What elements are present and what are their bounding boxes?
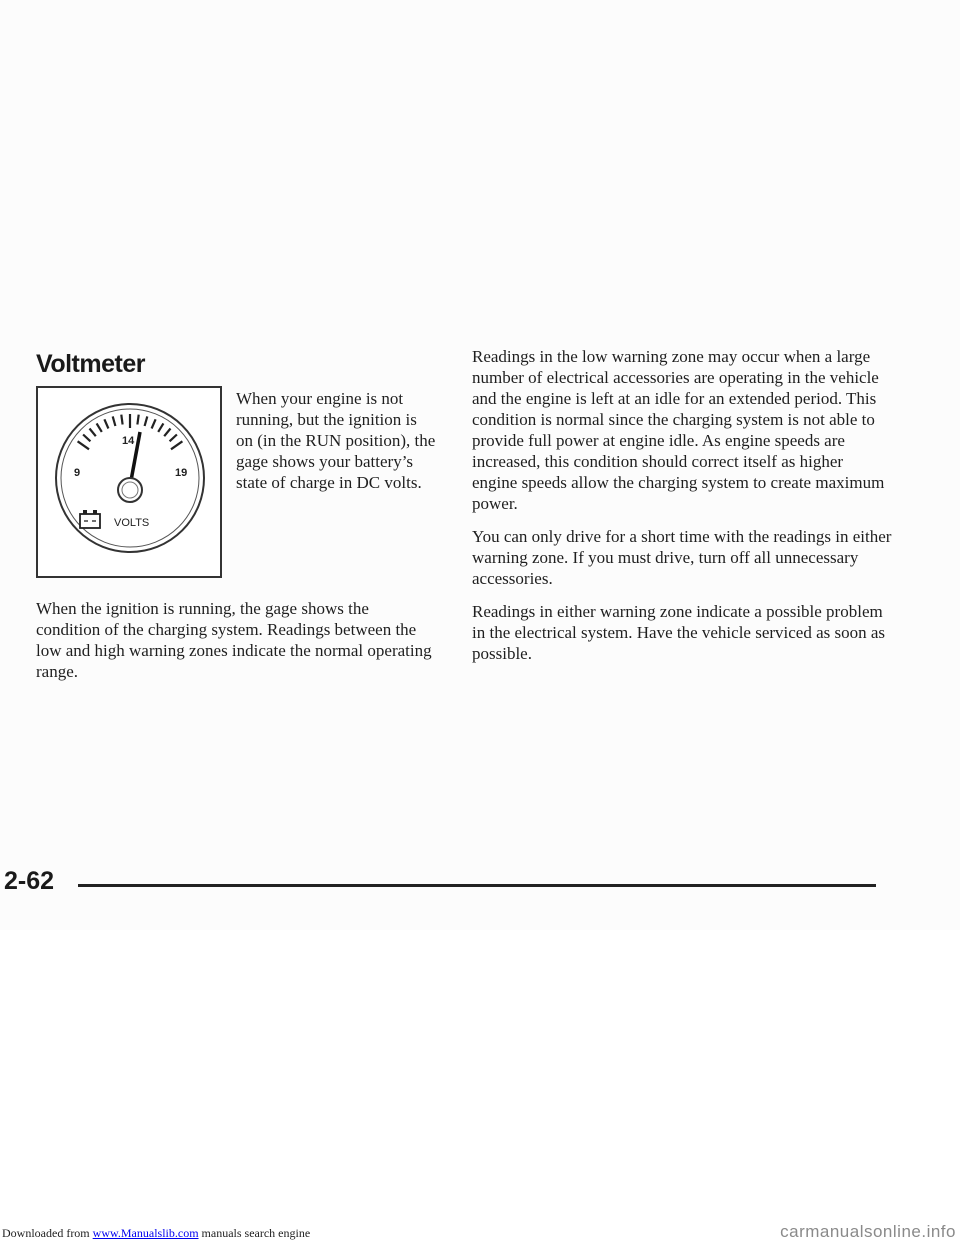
download-bar xyxy=(2,1226,310,1241)
footer-rule xyxy=(78,884,876,887)
page-number: 2-62 xyxy=(4,867,55,895)
site-watermark: carmanualsonline.info xyxy=(780,1222,956,1241)
right-paragraph-3: Readings in either warning zone indicate a possible problem in the electrical system. Have the vehicle serviced as soon as possible. xyxy=(472,602,886,663)
volts-label: VOLTS xyxy=(114,517,150,529)
right-paragraph-1: Readings in the low warning zone may occur when a large number of electrical accessories are operating in the vehicle and the engine is left at an idle for an extended period. This condition is normal since the charging system is not able to provide full power at engine idle. As engine speeds are increased, this condition should correct itself as higher engine speeds allow the charging system to create maximum power. xyxy=(472,347,885,513)
gauge-tick xyxy=(137,415,138,425)
download-suffix: manuals search engine xyxy=(198,1226,311,1240)
right-column xyxy=(472,346,892,676)
side-paragraph: When your engine is not running, but the ignition is on (in the RUN position), the gage shows your battery’s state of charge in DC volts. xyxy=(236,389,436,492)
scale-low-label: 9 xyxy=(74,467,81,479)
below-paragraph: When the ignition is running, the gage shows the condition of the charging system. Readings between the low and high warning zones indicate the normal operating range. xyxy=(36,599,432,681)
scale-high-label: 19 xyxy=(175,467,188,479)
gauge-tick xyxy=(121,415,122,425)
manualslib-link[interactable]: www.Manualslib.com xyxy=(92,1226,199,1240)
download-prefix: Downloaded from xyxy=(2,1226,93,1240)
scale-mid-label: 14 xyxy=(122,435,135,447)
voltmeter-gauge-icon xyxy=(44,394,216,570)
voltmeter-figure xyxy=(36,386,222,578)
section-title: Voltmeter xyxy=(36,350,145,378)
right-paragraph-2: You can only drive for a short time with the readings in either warning zone. If you must drive, turn off all unnecessary accessories. xyxy=(472,527,892,588)
